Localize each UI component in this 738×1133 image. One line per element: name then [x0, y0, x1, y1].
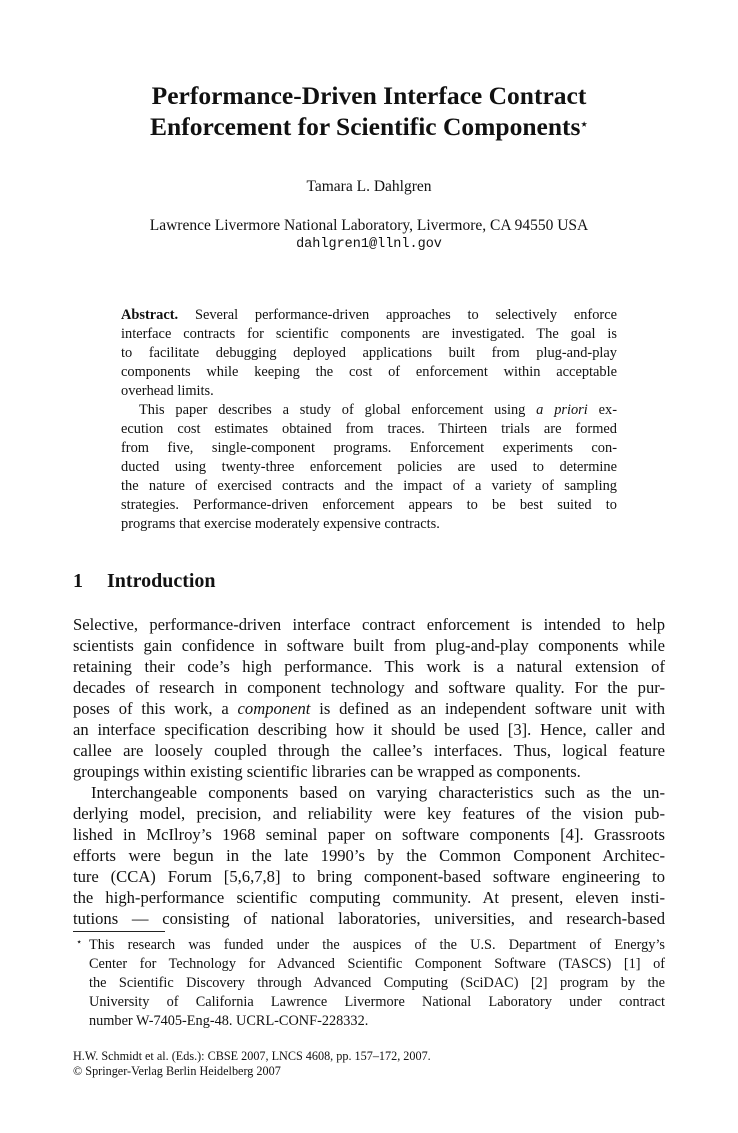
footnote-line: number W-7405-Eng-48. UCRL-CONF-228332. [89, 1013, 369, 1029]
section-title: Introduction [107, 570, 216, 592]
body-line: an interface specification describing how it should be used [3]. Hence, caller and [73, 720, 665, 739]
title-line-2: Enforcement for Scientific Components⋆ [150, 112, 588, 141]
abstract-line: components while keeping the cost of enforcement within acceptable [121, 364, 617, 380]
abstract [121, 306, 617, 534]
footnote [73, 936, 665, 1031]
abstract-line: overhead limits. [121, 383, 214, 399]
body-text [73, 614, 665, 929]
footnote-line: the Scientific Discovery through Advanced Computing (SciDAC) [2] program by the [89, 975, 665, 991]
abstract-line: from five, single-component programs. Enforcement experiments con- [121, 440, 617, 456]
author-name: Tamara L. Dahlgren [306, 178, 432, 195]
section-heading [73, 570, 216, 593]
abstract-line: interface contracts for scientific components are investigated. The goal is [121, 326, 617, 342]
affiliation-block [0, 216, 738, 254]
copyright: © Springer-Verlag Berlin Heidelberg 2007 [73, 1064, 281, 1078]
body-line: retaining their code’s high performance. This work is a natural extension of [73, 657, 665, 676]
footnote-rule [73, 931, 165, 932]
body-line: lished in McIlroy’s 1968 seminal paper on software components [4]. Grassroots [73, 825, 665, 844]
abstract-line: ecution cost estimates obtained from traces. Thirteen trials are formed [121, 421, 617, 437]
author-email: dahlgren1@llnl.gov [296, 237, 442, 252]
body-line: derlying model, precision, and reliability were key features of the vision pub- [73, 804, 665, 823]
citation: H.W. Schmidt et al. (Eds.): CBSE 2007, LNCS 4608, pp. 157–172, 2007. [73, 1049, 431, 1063]
abstract-label: Abstract. [121, 307, 179, 323]
title-footnote-mark: ⋆ [580, 117, 588, 131]
footnote-body [73, 936, 665, 1031]
footnote-line: University of California Lawrence Livermore National Laboratory under contract [89, 994, 665, 1010]
body-line: decades of research in component technology and software quality. For the pur- [73, 678, 665, 697]
title-line-1: Performance-Driven Interface Contract [151, 81, 587, 110]
italic-term: a priori [536, 402, 588, 418]
paper-title [0, 80, 738, 142]
publication-info [73, 1049, 431, 1079]
abstract-line: to facilitate debugging deployed applications built from plug-and-play [121, 345, 617, 361]
footnote-line: This research was funded under the auspices of the U.S. Department of Energy’s [89, 937, 665, 953]
footnote-line: Center for Technology for Advanced Scientific Component Software (TASCS) [1] of [89, 956, 665, 972]
abstract-line: Abstract. Several performance-driven approaches to selectively enforce [121, 307, 617, 323]
body-line: poses of this work, a component is defined as an independent software unit with [73, 699, 666, 718]
abstract-line: strategies. Performance-driven enforcement appears to be best suited to [121, 497, 617, 513]
body-line: ture (CCA) Forum [5,6,7,8] to bring component-based software engineering to [73, 867, 665, 886]
abstract-line: programs that exercise moderately expensive contracts. [121, 516, 440, 532]
body-line: efforts were begun in the late 1990’s by the Common Component Architec- [73, 846, 665, 865]
footnote-mark: ⋆ [76, 937, 83, 948]
body-line: Interchangeable components based on varying characteristics such as the un- [91, 783, 665, 802]
section-number: 1 [73, 570, 83, 592]
body-line: scientists gain confidence in software built from plug-and-play components while [73, 636, 665, 655]
body-line: the high-performance scientific computing community. At present, eleven insti- [73, 888, 665, 907]
body-line: callee are loosely coupled through the callee’s interfaces. Thus, logical feature [73, 741, 665, 760]
italic-term: component [237, 699, 311, 718]
body-line: tutions — consisting of national laboratories, universities, and research-based [73, 909, 665, 928]
body-line: Selective, performance-driven interface contract enforcement is intended to help [73, 615, 665, 634]
abstract-line: the nature of exercised contracts and the impact of a variety of sampling [121, 478, 617, 494]
body-line: groupings within existing scientific libraries can be wrapped as components. [73, 762, 581, 781]
abstract-line: ducted using twenty-three enforcement policies are used to determine [121, 459, 617, 475]
affiliation: Lawrence Livermore National Laboratory, Livermore, CA 94550 USA [149, 217, 589, 234]
abstract-line: This paper describes a study of global enforcement using a priori ex- [139, 402, 617, 418]
